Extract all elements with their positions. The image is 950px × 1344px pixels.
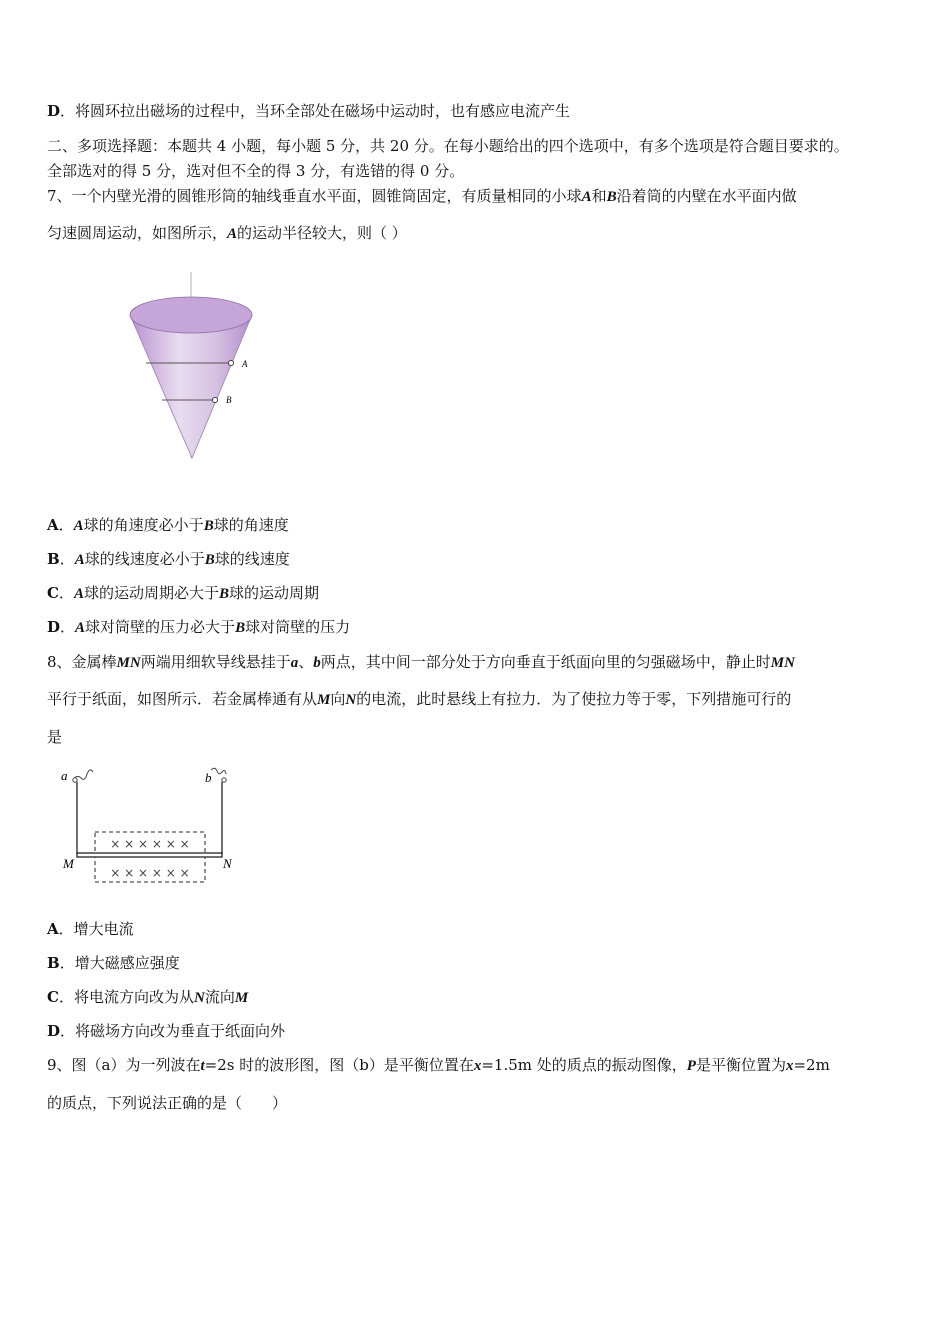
section2-line2: 全部选对的得 5 分，选对但不全的得 3 分，有选错的得 0 分。 xyxy=(47,162,465,180)
var-b: b xyxy=(313,655,321,671)
label-a: A xyxy=(242,359,248,369)
q9-text: =2m xyxy=(793,1056,830,1074)
option-text: 球的运动周期 xyxy=(229,584,320,602)
var: B xyxy=(203,518,214,534)
var-t: t xyxy=(200,1058,205,1074)
q7-text: 沿着筒的内壁在水平面内做 xyxy=(616,187,797,205)
option-text: 球的线速度必小于 xyxy=(84,550,205,568)
var: A xyxy=(73,586,84,602)
q9-stem-line1 xyxy=(47,1055,830,1076)
option-text: 流向 xyxy=(204,988,235,1006)
q8-text: 向 xyxy=(330,690,346,708)
option-text: 球的角速度 xyxy=(213,516,289,534)
option-text: 球对筒壁的压力必大于 xyxy=(85,618,236,636)
var-n: N xyxy=(345,692,357,708)
q9-text: 是平衡位置为 xyxy=(695,1056,786,1074)
q8-stem-line1 xyxy=(47,652,795,673)
q8-text: 两点，其中间一部分处于方向垂直于纸面向里的匀强磁场中，静止时 xyxy=(320,653,771,671)
field-crosses-top: × × × × × × xyxy=(110,837,190,851)
q8-text: 8、金属棒 xyxy=(47,653,117,671)
cone-body xyxy=(130,315,252,458)
label-m: M xyxy=(63,856,74,871)
q7-text: 7、一个内壁光滑的圆锥形筒的轴线垂直水平面，圆锥筒固定，有质量相同的小球 xyxy=(47,187,582,205)
q6-option-d xyxy=(47,101,570,121)
var: A xyxy=(75,620,86,636)
var: B xyxy=(235,620,246,636)
q8-text: 、 xyxy=(298,653,314,671)
q8-text: 平行于纸面，如图所示．若金属棒通有从 xyxy=(47,690,318,708)
option-letter: B xyxy=(47,954,60,972)
option-sep: ． xyxy=(58,584,74,602)
var-n: N xyxy=(193,990,205,1006)
option-letter: C xyxy=(47,988,59,1006)
var: A xyxy=(74,552,85,568)
cone-figure xyxy=(120,270,270,465)
option-letter: B xyxy=(47,550,60,568)
q8-stem-line2 xyxy=(47,689,791,710)
section2-line1: 二、多项选择题：本题共 4 小题，每小题 5 分，共 20 分。在每小题给出的四个选项中，有多个选项是符合题目要求的。 xyxy=(47,137,849,155)
q7-text: 的运动半径较大，则（ ） xyxy=(237,224,407,242)
var: A xyxy=(73,518,84,534)
var-p: P xyxy=(686,1058,696,1074)
var-b: B xyxy=(606,189,617,205)
option-letter: D xyxy=(47,102,61,120)
label-n: N xyxy=(223,856,232,871)
option-letter: D xyxy=(47,1022,61,1040)
option-letter: C xyxy=(47,584,59,602)
q8-text: 两端用细软导线悬挂于 xyxy=(140,653,291,671)
option-text: 球对筒壁的压力 xyxy=(245,618,351,636)
pivot-a xyxy=(73,778,77,782)
q8-option-a xyxy=(47,919,134,939)
option-letter: A xyxy=(47,920,59,938)
q9-stem-line2: 的质点，下列说法正确的是（ ） xyxy=(47,1094,288,1112)
q7-option-c xyxy=(47,583,319,604)
pivot-b xyxy=(222,778,226,782)
option-sep: ． xyxy=(59,550,75,568)
var-mn: MN xyxy=(116,655,141,671)
rod-figure xyxy=(55,758,255,890)
option-text: 球的线速度 xyxy=(214,550,290,568)
q7-text: 匀速圆周运动，如图所示， xyxy=(47,224,228,242)
option-text: ．增大电流 xyxy=(58,920,134,938)
var-mn: MN xyxy=(770,655,795,671)
q7-stem-line1 xyxy=(47,186,797,207)
q8-option-d xyxy=(47,1021,285,1041)
option-text: 球的角速度必小于 xyxy=(83,516,204,534)
label-a: a xyxy=(61,768,68,783)
hook-b xyxy=(211,768,226,774)
var-m: M xyxy=(234,990,249,1006)
option-sep: ． xyxy=(60,618,76,636)
cone-rim xyxy=(130,297,252,333)
q7-option-b xyxy=(47,549,290,570)
q9-text: 9、图（a）为一列波在 xyxy=(47,1056,201,1074)
q7-option-d xyxy=(47,617,350,638)
var: B xyxy=(204,552,215,568)
option-text: ．将圆环拉出磁场的过程中，当环全部处在磁场中运动时，也有感应电流产生 xyxy=(60,102,571,120)
label-b: B xyxy=(226,395,232,405)
option-letter: D xyxy=(47,618,61,636)
var-a: A xyxy=(227,226,238,242)
q8-option-b xyxy=(47,953,180,973)
var-x: x xyxy=(473,1058,482,1074)
ball-b xyxy=(212,397,217,402)
var-a: A xyxy=(581,189,592,205)
var: B xyxy=(219,586,230,602)
ball-a xyxy=(228,360,233,365)
q8-stem-line3: 是 xyxy=(47,728,63,746)
var-m: M xyxy=(317,692,331,708)
option-sep: ． xyxy=(58,516,74,534)
field-crosses-bottom: × × × × × × xyxy=(110,866,190,880)
q8-text: 的电流，此时悬线上有拉力．为了使拉力等于零，下列措施可行的 xyxy=(356,690,792,708)
var-a: a xyxy=(290,655,299,671)
q9-text: =1.5m 处的质点的振动图像， xyxy=(481,1056,687,1074)
option-text: ．将磁场方向改为垂直于纸面向外 xyxy=(60,1022,286,1040)
q7-stem-line2 xyxy=(47,223,407,244)
metal-rod xyxy=(77,853,222,857)
q7-option-a xyxy=(47,515,289,536)
option-text: ．将电流方向改为从 xyxy=(58,988,194,1006)
option-letter: A xyxy=(47,516,59,534)
q9-text: =2s 时的波形图，图（b）是平衡位置在 xyxy=(204,1056,474,1074)
label-b: b xyxy=(205,770,212,785)
var-x: x xyxy=(785,1058,794,1074)
q7-text: 和 xyxy=(591,187,607,205)
option-text: ．增大磁感应强度 xyxy=(59,954,180,972)
q8-option-c xyxy=(47,987,248,1008)
option-text: 球的运动周期必大于 xyxy=(83,584,219,602)
